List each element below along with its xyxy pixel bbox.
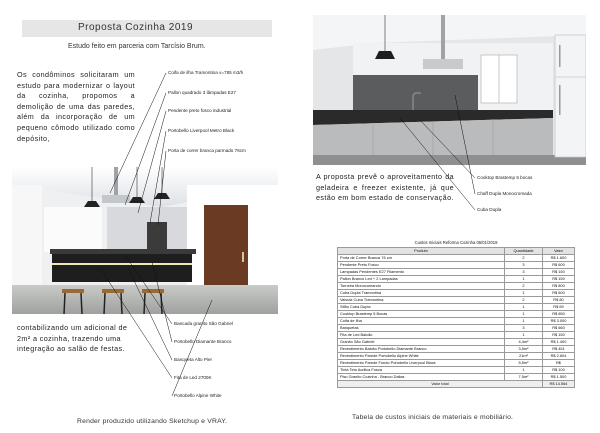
cell-value: R$ 150 — [543, 276, 575, 283]
cell-quantity: 5,5m² — [505, 360, 543, 367]
cell-product: Valvula Cuba Tramontina — [338, 297, 505, 304]
header-product: Produto — [338, 248, 505, 255]
cell-quantity: 1 — [505, 367, 543, 374]
callout-ceiling-light: Pallon quadrado 3 lâmpadas E27 — [168, 90, 236, 95]
table-row — [338, 255, 575, 262]
cell-product: Pendente Preto Fosco — [338, 262, 505, 269]
cost-table-body — [338, 255, 575, 381]
cell-quantity: 1 — [505, 304, 543, 311]
cell-quantity: 2 — [505, 283, 543, 290]
table-row — [338, 262, 575, 269]
table-row — [338, 346, 575, 353]
cell-quantity: 3,5m² — [505, 346, 543, 353]
table-row — [338, 374, 575, 381]
table-row — [338, 339, 575, 346]
cell-quantity: 1 — [505, 290, 543, 297]
table-row — [338, 367, 575, 374]
intro-paragraph-continued: contabilizando um adicional de 2m² a cozinha, trazendo uma integração ao salão de festas. — [17, 323, 128, 354]
cell-value: R$ 660 — [543, 325, 575, 332]
table-caption: Tabela de custos iniciais de materiais e mobiliário. — [352, 414, 514, 421]
cell-value: R$ 650 — [543, 311, 575, 318]
total-value: R$ 14.564 — [543, 381, 575, 388]
callout-range-hood: Coifa de ilha Tramontina v=785 m3/h — [168, 70, 244, 75]
cell-product: Torneira Monocomando — [338, 283, 505, 290]
cell-product: Porta de Correr Branca 76 cm — [338, 255, 505, 262]
cell-value: R$ 150 — [543, 269, 575, 276]
table-row — [338, 332, 575, 339]
cell-quantity: 1 — [505, 318, 543, 325]
callout-stool: Banqueta Alto Pier — [174, 357, 213, 362]
cell-product: Fita de Led Balcão — [338, 332, 505, 339]
cell-quantity: 3 — [505, 262, 543, 269]
callout-sliding-door: Porta de correr branca parmado 76cm — [168, 148, 246, 153]
table-row — [338, 283, 575, 290]
header-value: Valor — [543, 248, 575, 255]
callout-wall-tile: Portobello Alpine White — [174, 393, 222, 398]
cell-quantity: 2 — [505, 297, 543, 304]
cell-product: Banquetas — [338, 325, 505, 332]
cell-product: Lampadas Pendentes E27 Filamento — [338, 269, 505, 276]
callout-led-strip: Fita de Led 2700K — [174, 375, 212, 380]
cost-table — [337, 238, 575, 388]
cell-value: R$ 800 — [543, 283, 575, 290]
cell-product: Pallon Branco Led + 2 Lampadas — [338, 276, 505, 283]
cell-value: R$ 150 — [543, 332, 575, 339]
callout-cooktop: Cooktop Brastemp 5 bocas — [477, 175, 533, 180]
cell-quantity: 1 — [505, 311, 543, 318]
cell-value: R$ 1.600 — [543, 255, 575, 262]
cell-value: R$ 451 — [543, 346, 575, 353]
cost-table-grid — [337, 247, 575, 388]
proposal-paragraph: A proposta prevê o aproveitamento da geladeira e freezer existente, já que estão em bom estado de conservação. — [316, 172, 454, 203]
table-total-row — [338, 381, 575, 388]
cell-product: Cooktop Brastemp 5 Bocas — [338, 311, 505, 318]
intro-paragraph: Os condôminos solicitaram um estudo para modernizar o layout da cozinha, propomos a demolição de uma das paredes, além da incorporação de um pequeno cômodo utilizado como depósito, — [17, 70, 135, 143]
table-row — [338, 318, 575, 325]
cell-value: R$ 69 — [543, 304, 575, 311]
cell-value: R$ 80 — [543, 297, 575, 304]
table-row — [338, 325, 575, 332]
cell-quantity: 2 — [505, 255, 543, 262]
table-row — [338, 269, 575, 276]
table-row — [338, 353, 575, 360]
table-row — [338, 276, 575, 283]
cell-product: Sifão Cuba Dupla — [338, 304, 505, 311]
cell-product: Revestimento Balcão Portobello Diamante Branco — [338, 346, 505, 353]
cell-quantity: 1 — [505, 276, 543, 283]
table-row — [338, 360, 575, 367]
cell-quantity: 4,4m² — [505, 339, 543, 346]
callout-metro-tile: Portobello Liverpool Metro Black — [168, 128, 235, 133]
cell-product: Revestimento Parede Fundo Portobello Liverpool Black — [338, 360, 505, 367]
callout-sink: Cuba Dupla — [477, 207, 502, 212]
render-caption: Render produzido utilizando Sketchup e VRAY. — [77, 418, 228, 425]
cell-value: R$ 1.400 — [543, 339, 575, 346]
cell-quantity: 21m² — [505, 353, 543, 360]
cell-value: R$ 600 — [543, 290, 575, 297]
table-row — [338, 311, 575, 318]
cell-quantity: 3 — [505, 325, 543, 332]
cell-value: R$ 3.000 — [543, 318, 575, 325]
cell-quantity: 3 — [505, 269, 543, 276]
page-title: Proposta Cozinha 2019 — [78, 22, 194, 33]
callout-counter-tile: Portobello Diamante Branco — [174, 339, 232, 344]
total-label: Valor total — [338, 381, 543, 388]
cost-table-title: Custos Iniciais Reforma Cozinha 06/01/2019 — [414, 240, 498, 245]
cell-value: R$ 600 — [543, 262, 575, 269]
cell-value: R$ 1.500 — [543, 374, 575, 381]
table-row — [338, 290, 575, 297]
page-subtitle: Estudo feito em parceria com Tarcísio Brum. — [68, 43, 206, 50]
cell-product: Granito São Gabriel — [338, 339, 505, 346]
cell-product: Coifa de Ilha — [338, 318, 505, 325]
cell-value: R$ 2.604 — [543, 353, 575, 360]
header-quantity: Quantidade — [505, 248, 543, 255]
cell-product: Revestimento Parede Portobello Alpine White — [338, 353, 505, 360]
cell-quantity: 1 — [505, 332, 543, 339]
cell-product: Tinta Teto Acrilica Fosca — [338, 367, 505, 374]
callout-pendant: Pendente preto fosco industrial — [168, 108, 232, 113]
callout-granite-counter: Bancada granito São Gabriel — [174, 321, 233, 326]
table-header-row — [338, 248, 575, 255]
cell-value: R$ — [543, 360, 575, 367]
cell-value: R$ 100 — [543, 367, 575, 374]
cell-product: Cuba Dupla Tramontina — [338, 290, 505, 297]
cell-quantity: 7,5m² — [505, 374, 543, 381]
table-row — [338, 304, 575, 311]
callout-faucet: Chaff Dupla Monocromada — [477, 191, 532, 196]
cell-product: Piso Granito Cozinha - Branco Dallas — [338, 374, 505, 381]
table-row — [338, 297, 575, 304]
